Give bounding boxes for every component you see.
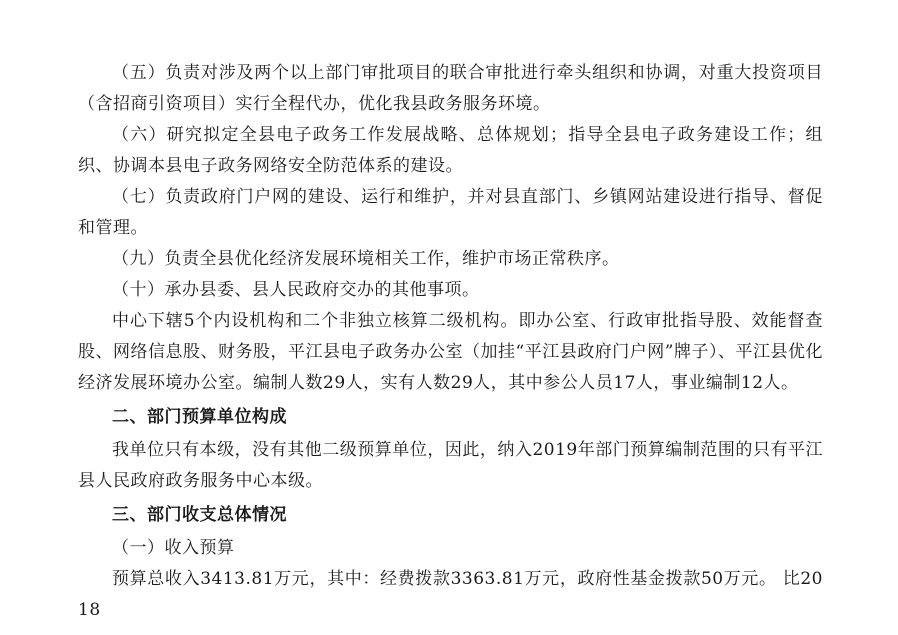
paragraph-item-5: （五）负责对涉及两个以上部门审批项目的联合审批进行牵头组织和协调，对重大投资项目（含招商引资项目）实行全程代办，优化我县政务服务环境。 (78, 63, 823, 114)
paragraph-item-7: （七）负责政府门户网的建设、运行和维护，并对县直部门、乡镇网站建设进行指导、督促和管理。 (78, 187, 823, 238)
paragraph-organization: 中心下辖5个内设机构和二个非独立核算二级机构。即办公室、行政审批指导股、效能督查股、网络信息股、财务股，平江县电子政务办公室（加挂“平江县政府门户网”牌子）、平江县优化经济发展环境办公室。编制人数29人，实有人数29人，其中参公人员17人，事业编制12人。 (78, 311, 823, 393)
paragraph-item-10: （十）承办县委、县人民政府交办的其他事项。 (112, 280, 480, 300)
paragraph-income-budget: 预算总收入3413.81万元，其中：经费拨款3363.81万元，政府性基金拨款50万元。 比2018 (78, 569, 823, 620)
section-heading-revenue-expenditure: 三、部门收支总体情况 (112, 505, 287, 525)
paragraph-item-6: （六）研究拟定全县电子政务工作发展战略、总体规划；指导全县电子政务建设工作；组织、协调本县电子政务网络安全防范体系的建设。 (78, 125, 823, 176)
paragraph-budget-units: 我单位只有本级，没有其他二级预算单位，因此，纳入2019年部门预算编制范围的只有平江县人民政府政务服务中心本级。 (78, 440, 823, 491)
document-page (78, 58, 823, 626)
section-heading-budget-units: 二、部门预算单位构成 (112, 407, 287, 427)
paragraph-item-9: （九）负责全县优化经济发展环境相关工作，维护市场正常秩序。 (112, 249, 620, 269)
subheading-income-budget: （一）收入预算 (112, 538, 235, 558)
